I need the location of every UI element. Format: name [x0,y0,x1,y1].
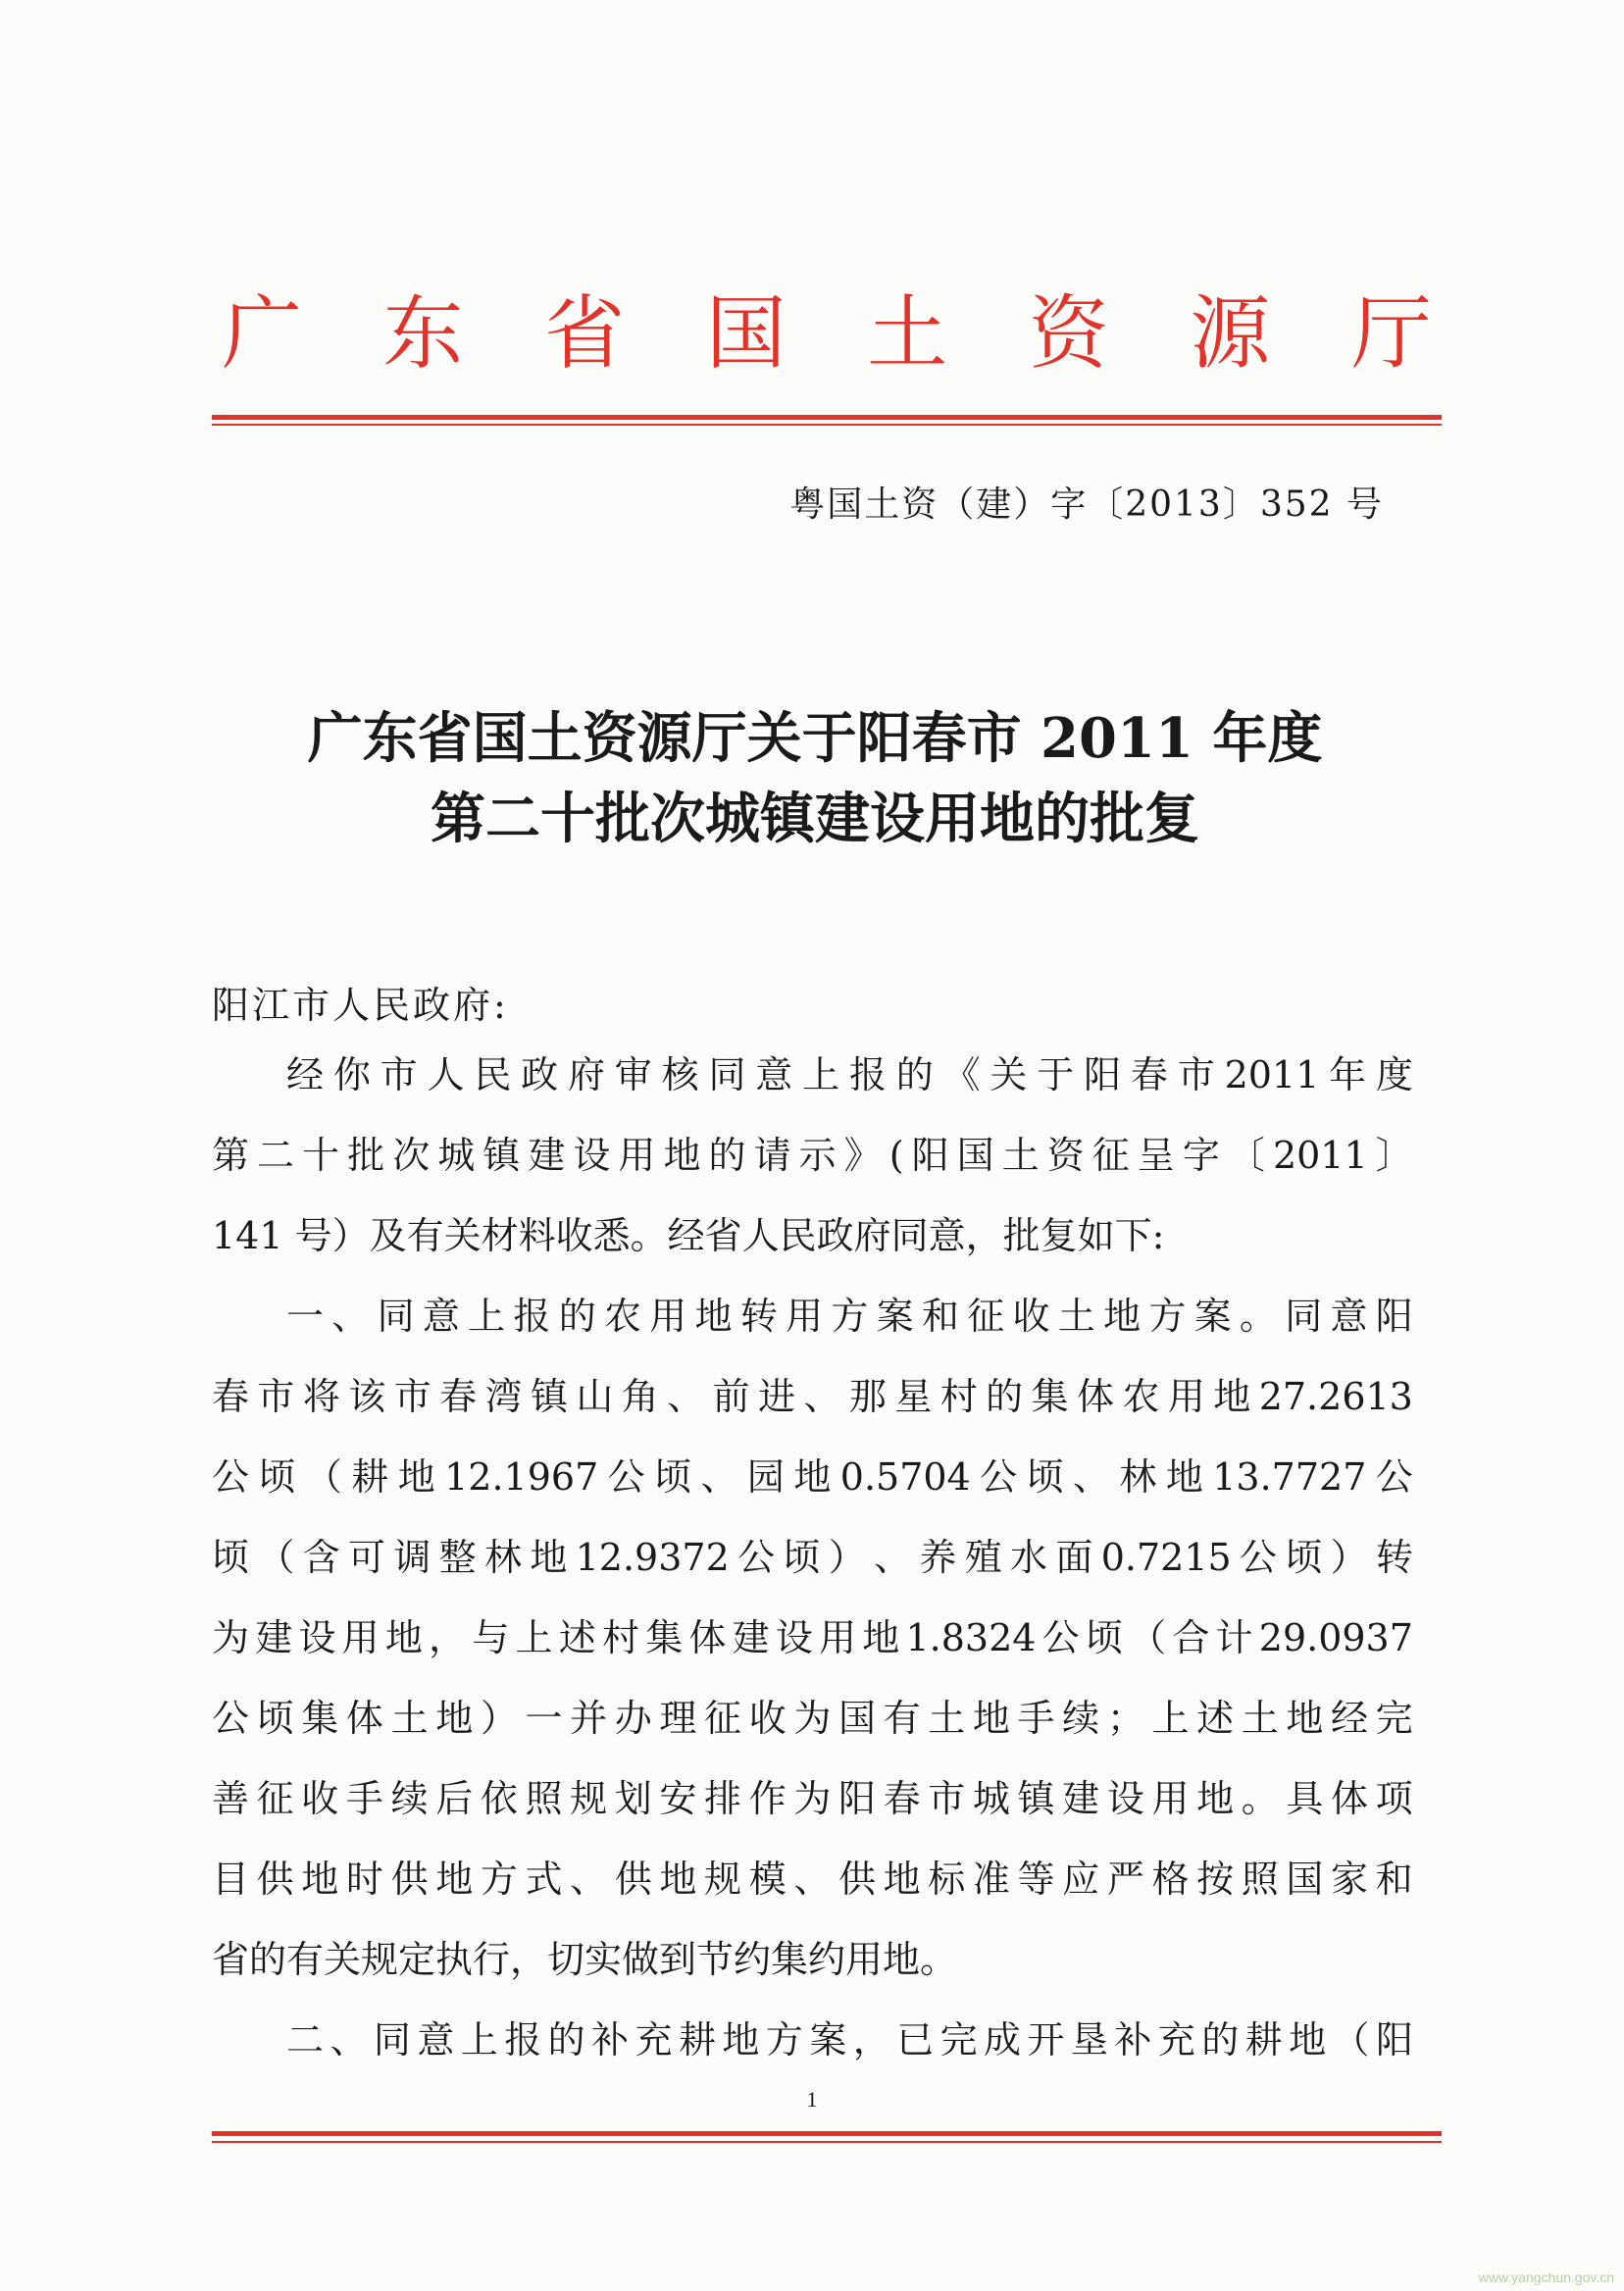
letterhead-rule-thin [212,424,1442,426]
body-line: 目 供 地 时 供 地 方 式 、 供 地 规 模 、 供 地 标 准 等 应 严 格 按 照 国 家 和 [212,1858,1413,1901]
letterhead-char: 厅 [1350,287,1432,381]
letterhead-title [212,287,1442,381]
body-line: 一 、 同 意 上 报 的 农 用 地 转 用 方 案 和 征 收 土 地 方 案 。 同 意 阳 [286,1295,1413,1338]
letterhead-char: 土 [867,287,948,381]
body-line: 春 市 将 该 市 春 湾 镇 山 角 、 前 进 、 那 星 村 的 集 体 农 用 地 27.2613 [212,1375,1413,1418]
site-watermark: www.yangchun.gov.cn [1478,2269,1614,2285]
salutation: 阳江市人民政府: [212,984,509,1027]
body-line: 第 二 十 批 次 城 镇 建 设 用 地 的 请 示 》 ( 阳 国 土 资 征 呈 字 〔 2011 〕 [212,1134,1413,1177]
letterhead-char: 广 [222,287,303,381]
letterhead-char: 资 [1028,287,1109,381]
body-line: 公 顷 集 体 土 地 ） 一 并 办 理 征 收 为 国 有 土 地 手 续 ； 上 述 土 地 经 完 [212,1697,1413,1740]
letterhead-rule-thick [212,415,1442,420]
letterhead-char: 国 [705,287,787,381]
body-line: 为 建 设 用 地 ， 与 上 述 村 集 体 建 设 用 地 1.8324 公 顷 （ 合 计 29.0937 [212,1616,1413,1659]
body-text [212,1045,1413,2091]
body-line: 公 顷 （ 耕 地 12.1967 公 顷 、 园 地 0.5704 公 顷 、 林 地 13.7727 公 [212,1455,1413,1499]
body-line: 二 、 同 意 上 报 的 补 充 耕 地 方 案 ， 已 完 成 开 垦 补 充 的 耕 地 （ 阳 [286,2018,1413,2062]
body-line: 经 你 市 人 民 政 府 审 核 同 意 上 报 的 《 关 于 阳 春 市 2011 年 度 [286,1053,1413,1096]
letterhead-char: 东 [382,287,464,381]
footer-rule-thin [212,2141,1442,2143]
document-number: 粤国土资（建）字〔2013〕352 号 [789,484,1384,525]
body-line: 141 号）及有关材料收悉。经省人民政府同意，批复如下: [212,1214,1165,1257]
letterhead-char: 源 [1190,287,1271,381]
body-line: 顷 （ 含 可 调 整 林 地 12.9372 公 顷 ） 、 养 殖 水 面 0.7215 公 顷 ） 转 [212,1536,1413,1579]
body-line: 善 征 收 手 续 后 依 照 规 划 安 排 作 为 阳 春 市 城 镇 建 设 用 地 。 具 体 项 [212,1777,1413,1820]
document-title-line-2: 第二十批次城镇建设用地的批复 [431,787,1199,851]
footer-rule-thick [212,2131,1442,2136]
body-line: 省的有关规定执行，切实做到节约集约用地。 [212,1938,958,1981]
letterhead-char: 省 [544,287,626,381]
document-title-line-1: 广东省国土资源厅关于阳春市 2011 年度 [307,706,1323,771]
page-number: 1 [806,2087,818,2112]
